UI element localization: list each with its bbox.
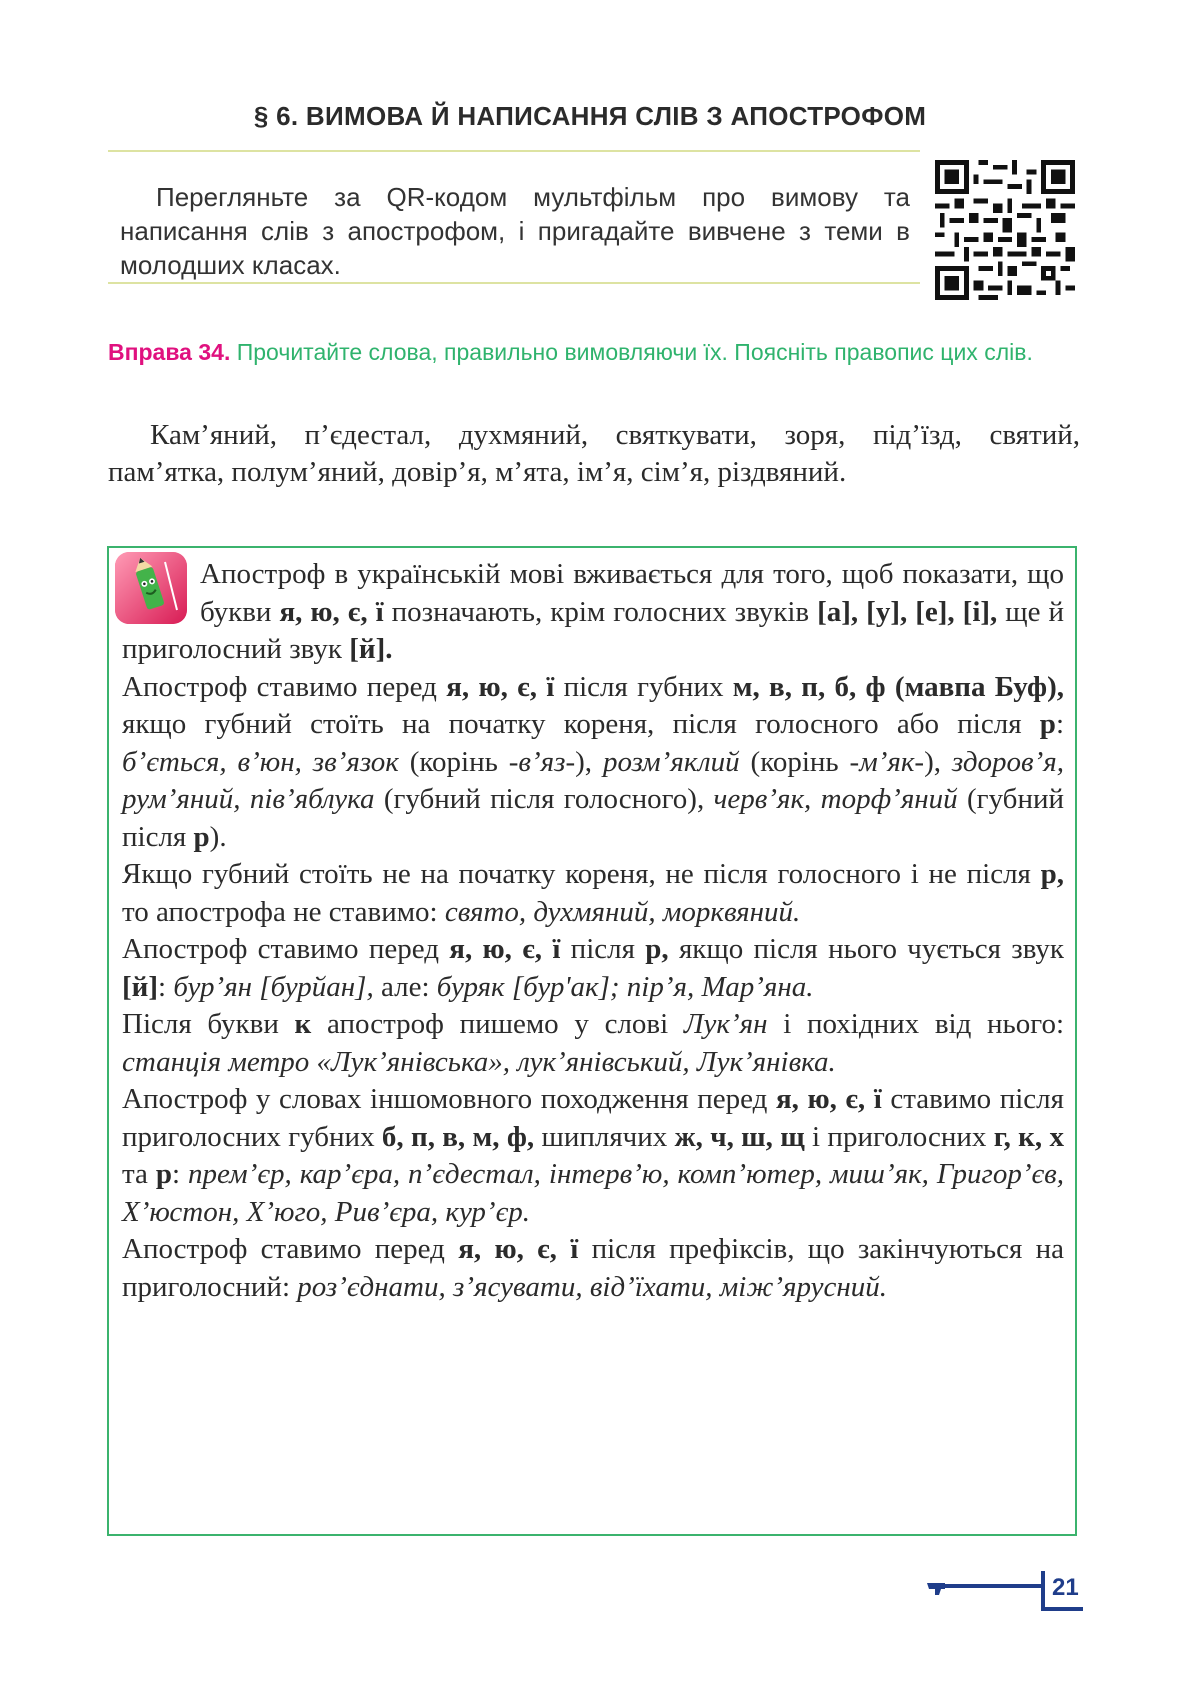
rule-bold-run: ж, ч, ш, щ — [674, 1120, 805, 1153]
rule-example-run: прем’єр, кар’єра, п’єдестал, інтерв’ю, комп’ютер, миш’як, Григор’єв, Х’юстон, Х’юго, Рив’єра, кур’єр. — [122, 1158, 1064, 1228]
qr-block-bottom-line — [108, 282, 920, 284]
rule-bold-run: я, ю, є, ї — [449, 933, 561, 965]
exercise-task — [108, 336, 1080, 369]
rule-text-run: якщо губний стоїть на початку кореня, після голосного або після — [122, 708, 1040, 740]
rule-text-run: шиплячих — [534, 1120, 675, 1153]
rule-text-run: ). — [209, 820, 227, 853]
exercise-words: Кам’яний, п’єдестал, духмяний, святкувати, зоря, під’їзд, святий, пам’ятка, полум’яний, довір’я, м’ята, ім’я, сім’я, різдвяний. — [108, 419, 1080, 488]
rule-text-run: : — [1055, 708, 1064, 740]
rule-text-run: то апострофа не ставимо: — [122, 895, 445, 928]
rule-bold-run: р, — [645, 933, 669, 965]
rule-bold-run: я, ю, є, ї — [775, 1083, 882, 1115]
section-heading: § 6. ВИМОВА Й НАПИСАННЯ СЛІВ З АПОСТРОФОМ — [253, 101, 927, 131]
rule-text-run: (губний після голосного), — [374, 783, 714, 815]
rule-text-run: ставимо після приголосних губних — [122, 1083, 1064, 1153]
rule-text-run: і приголосних — [804, 1120, 994, 1153]
rule-example-run: буряк [бур'ак]; пір’я, Мар’яна. — [436, 970, 814, 1003]
rule-text-run: та — [122, 1158, 156, 1190]
rule-text-run: ), — [575, 745, 603, 778]
rule-bold-run: я, ю, є, ї — [279, 595, 384, 628]
exercise-title: Вправа 34. — [108, 339, 231, 365]
rule-bold-run: я, ю, є, ї — [458, 1233, 579, 1265]
rule-text-run: Якщо губний стоїть не на початку кореня, не після голосного і не після — [122, 858, 1041, 890]
qr-code-icon[interactable] — [935, 160, 1075, 300]
rule-text — [122, 556, 1064, 1306]
rule-text-run: ще й приголосний звук — [122, 595, 1065, 665]
page-number: 21 — [1052, 1574, 1079, 1601]
rule-text-run: : — [158, 970, 174, 1003]
rule-text-run: Апостроф ставимо перед — [122, 670, 447, 703]
rule-bold-run: б, п, в, м, ф, — [381, 1120, 535, 1153]
rule-text-run: якщо після нього чується звук — [668, 933, 1064, 965]
rule-bold-run: к — [294, 1008, 312, 1040]
rule-bold-run: [й]. — [349, 633, 393, 665]
exercise-instruction: Прочитайте слова, правильно вимовляючи їх. Поясніть правопис цих слів. — [236, 339, 1033, 365]
rule-bold-run: г, к, х — [993, 1120, 1064, 1153]
rule-bold-run: р — [1039, 708, 1056, 740]
rule-text-run: (корінь — [398, 745, 509, 778]
rule-text-run: Після букви — [122, 1008, 295, 1040]
qr-block-top-line — [108, 150, 920, 152]
rule-text-run: і похідних від нього: — [767, 1008, 1064, 1040]
rule-paragraph-3 — [122, 856, 1064, 931]
rule-example-run: -в’яз- — [508, 745, 576, 778]
rule-text-run: Апостроф у словах іншомовного походження перед — [122, 1083, 776, 1115]
rule-paragraph-2 — [122, 669, 1064, 857]
rule-text-run: ), — [924, 745, 952, 778]
icon-spacer — [122, 556, 200, 626]
rule-text-run: апостроф пишемо у слові — [311, 1008, 684, 1040]
qr-block-text: Перегляньте за QR-кодом мультфільм про вимову та написання слів з апострофом, і пригадайте вивчене з теми в молодших класах. — [120, 182, 910, 280]
rule-paragraph-4 — [122, 931, 1064, 1006]
rule-text-run: Апостроф ставимо перед — [122, 1233, 459, 1265]
rule-example-run: Лук’ян — [683, 1008, 768, 1040]
rule-text-run: але: — [373, 970, 437, 1003]
rule-paragraph-5 — [122, 1006, 1064, 1081]
rule-example-run: бур’ян [бурйан], — [173, 970, 374, 1003]
rule-text-run: Апостроф в українській мові вживається для того, щоб показати, що букви — [200, 558, 1064, 628]
rule-example-run: -м’як- — [849, 745, 925, 778]
rule-bold-run: р, — [1040, 858, 1064, 890]
rule-example-run: свято, духмяний, морквяний. — [444, 895, 801, 928]
rule-bold-run: [й] — [122, 970, 159, 1003]
rule-text-run: (корінь — [739, 745, 850, 778]
rule-example-run: роз’єднати, з’ясувати, від’їхати, між’ярусний. — [297, 1270, 887, 1303]
rule-paragraph-1 — [122, 556, 1064, 669]
rule-paragraph-7 — [122, 1231, 1064, 1306]
rule-text-run: після — [560, 933, 646, 965]
rule-text-run: після губних — [554, 670, 733, 703]
rule-text-run: (губний після — [122, 783, 1065, 853]
rule-text-run: Апостроф ставимо перед — [122, 933, 450, 965]
rule-text-run: позначають, крім голосних звуків — [383, 595, 818, 628]
rule-example-run: станція метро «Лук’янівська», лук’янівський, Лук’янівка. — [122, 1045, 836, 1078]
rule-text-run: : — [172, 1158, 189, 1190]
rule-example-run: б’ється, в’юн, зв’язок — [122, 745, 399, 778]
rule-bold-run: р — [193, 820, 210, 853]
rule-example-run: розм’яклий — [602, 745, 740, 778]
rule-paragraph-6 — [122, 1081, 1064, 1231]
rule-bold-run: я, ю, є, ї — [446, 670, 555, 703]
rule-text-run: після префіксів, що закінчуються на приголосний: — [122, 1233, 1064, 1303]
rule-bold-run: м, в, п, б, ф (мавпа Буф), — [732, 670, 1064, 703]
rule-example-run: здоров’я, рум’яний, пів’яблука — [122, 745, 1064, 815]
rule-bold-run: [а], [у], [е], [і], — [817, 595, 998, 628]
rule-bold-run: р — [155, 1158, 172, 1190]
rule-example-run: черв’як, торф’яний — [713, 783, 958, 815]
